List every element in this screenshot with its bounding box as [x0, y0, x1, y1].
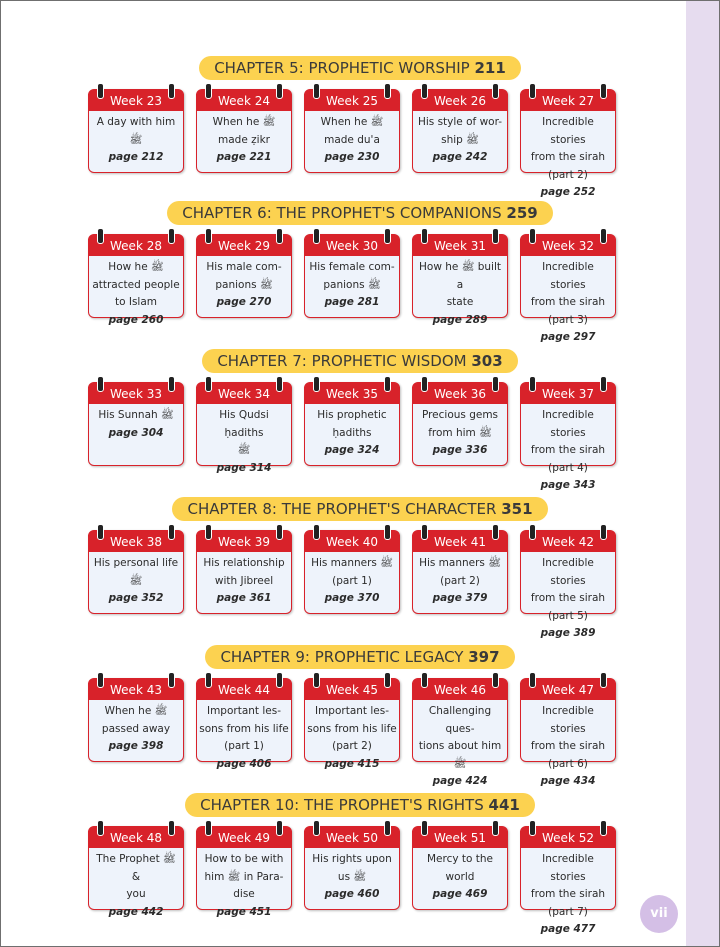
- calendar-ring-icon: [421, 228, 428, 244]
- calendar-ring-icon: [313, 820, 320, 836]
- week-card[interactable]: [520, 678, 616, 787]
- calendar-ring-icon: [421, 820, 428, 836]
- chapter-header[interactable]: [202, 349, 517, 373]
- week-topic: When he ﷺ passed away: [101, 705, 171, 735]
- week-page-ref: page 469: [432, 888, 488, 900]
- week-cards-row: [88, 234, 632, 343]
- calendar-ring-icon: [276, 672, 283, 688]
- week-page-ref: page 336: [432, 444, 488, 456]
- calendar-ring-icon: [205, 524, 212, 540]
- week-topic: His style of wor- ship ﷺ: [417, 116, 503, 146]
- chapter-header-row: [88, 645, 632, 669]
- week-page-ref: page 343: [540, 479, 596, 491]
- chapter-header-row: [88, 349, 632, 373]
- week-card[interactable]: [196, 89, 292, 173]
- chapter-section: [88, 201, 632, 349]
- week-page-ref: page 230: [324, 151, 380, 163]
- week-card[interactable]: [304, 89, 400, 173]
- calendar-ring-icon: [492, 672, 499, 688]
- week-label: Week 42: [521, 531, 615, 552]
- calendar-ring-icon: [97, 672, 104, 688]
- week-card[interactable]: [520, 89, 616, 198]
- calendar-ring-icon: [276, 83, 283, 99]
- calendar-ring-icon: [529, 524, 536, 540]
- week-topic: Incredible stories from the sirah (part 4): [530, 409, 606, 474]
- calendar-ring-icon: [529, 672, 536, 688]
- week-page-ref: page 460: [324, 888, 380, 900]
- week-label: Week 35: [305, 383, 399, 404]
- week-card[interactable]: [196, 678, 292, 770]
- week-cards-row: [88, 678, 632, 787]
- week-label: Week 26: [413, 90, 507, 111]
- week-card[interactable]: [412, 89, 508, 173]
- week-topic: His male com- panions ﷺ: [206, 261, 282, 291]
- week-page-ref: page 297: [540, 331, 596, 343]
- week-label: Week 52: [521, 827, 615, 848]
- calendar-ring-icon: [313, 524, 320, 540]
- week-topic: How he ﷺ built a state: [419, 261, 501, 308]
- week-label: Week 25: [305, 90, 399, 111]
- week-label: Week 28: [89, 235, 183, 256]
- week-topic: His personal life ﷺ: [93, 557, 179, 587]
- side-color-strip: [686, 0, 720, 947]
- calendar-ring-icon: [600, 820, 607, 836]
- calendar-ring-icon: [492, 83, 499, 99]
- calendar-ring-icon: [168, 376, 175, 392]
- week-card[interactable]: [520, 826, 616, 935]
- week-topic: Important les- sons from his life (part 1): [199, 705, 289, 752]
- chapter-title: CHAPTER 6: THE PROPHET'S COMPANIONS: [182, 204, 502, 222]
- calendar-ring-icon: [276, 820, 283, 836]
- week-card[interactable]: [88, 382, 184, 466]
- week-card[interactable]: [88, 826, 184, 918]
- week-page-ref: page 389: [540, 627, 596, 639]
- chapter-header[interactable]: [205, 645, 514, 669]
- week-topic: Incredible stories from the sirah (part 6): [530, 705, 606, 770]
- week-card[interactable]: [304, 234, 400, 318]
- calendar-ring-icon: [384, 524, 391, 540]
- week-topic: Mercy to the world: [426, 853, 494, 883]
- week-page-ref: page 212: [108, 151, 164, 163]
- calendar-ring-icon: [421, 524, 428, 540]
- week-label: Week 23: [89, 90, 183, 111]
- chapter-page-number: 351: [501, 500, 533, 518]
- calendar-ring-icon: [168, 228, 175, 244]
- week-page-ref: page 352: [108, 592, 164, 604]
- week-topic: His rights upon us ﷺ: [312, 853, 392, 883]
- week-label: Week 40: [305, 531, 399, 552]
- week-label: Week 27: [521, 90, 615, 111]
- week-card[interactable]: [88, 678, 184, 762]
- week-topic: His Sunnah ﷺ: [98, 409, 174, 421]
- week-label: Week 34: [197, 383, 291, 404]
- calendar-ring-icon: [529, 83, 536, 99]
- week-label: Week 51: [413, 827, 507, 848]
- calendar-ring-icon: [205, 228, 212, 244]
- week-label: Week 50: [305, 827, 399, 848]
- calendar-ring-icon: [276, 524, 283, 540]
- chapter-header-row: [88, 201, 632, 225]
- week-card[interactable]: [412, 826, 508, 910]
- calendar-ring-icon: [205, 672, 212, 688]
- week-page-ref: page 442: [108, 905, 164, 918]
- week-topic: How he ﷺ attracted people to Islam: [92, 261, 180, 308]
- week-card[interactable]: [88, 234, 184, 326]
- week-card[interactable]: [304, 826, 400, 910]
- week-cards-row: [88, 89, 632, 198]
- calendar-ring-icon: [492, 376, 499, 392]
- calendar-ring-icon: [600, 672, 607, 688]
- week-label: Week 30: [305, 235, 399, 256]
- week-card[interactable]: [196, 530, 292, 614]
- calendar-ring-icon: [421, 83, 428, 99]
- week-label: Week 41: [413, 531, 507, 552]
- week-card[interactable]: [196, 382, 292, 474]
- week-page-ref: page 424: [432, 775, 488, 787]
- week-page-ref: page 281: [324, 296, 380, 308]
- calendar-ring-icon: [97, 83, 104, 99]
- calendar-ring-icon: [97, 524, 104, 540]
- chapter-title: CHAPTER 7: PROPHETIC WISDOM: [217, 352, 467, 370]
- week-topic: When he ﷺ made ẓikr: [212, 116, 276, 146]
- chapter-header-row: [88, 56, 632, 80]
- week-topic: Incredible stories from the sirah (part 2): [530, 116, 606, 181]
- calendar-ring-icon: [313, 83, 320, 99]
- chapter-page-number: 259: [506, 204, 538, 222]
- week-card[interactable]: [412, 678, 508, 787]
- week-topic: His prophetic ḥadiths: [317, 409, 387, 439]
- week-topic: His manners ﷺ (part 1): [311, 557, 393, 587]
- week-topic: A day with him ﷺ: [96, 116, 176, 146]
- chapter-header-row: [88, 497, 632, 521]
- week-label: Week 47: [521, 679, 615, 700]
- week-card[interactable]: [412, 234, 508, 326]
- week-topic: His female com- panions ﷺ: [309, 261, 395, 291]
- week-topic: Incredible stories from the sirah (part 7): [530, 853, 606, 918]
- calendar-ring-icon: [529, 820, 536, 836]
- chapter-title: CHAPTER 9: PROPHETIC LEGACY: [220, 648, 464, 666]
- chapter-header[interactable]: [199, 56, 521, 80]
- week-topic: Challenging ques- tions about him ﷺ: [418, 705, 502, 770]
- week-topic: Incredible stories from the sirah (part 3): [530, 261, 606, 326]
- week-page-ref: page 324: [324, 444, 380, 456]
- week-page-ref: page 398: [108, 740, 164, 752]
- chapter-section: [88, 56, 632, 201]
- chapter-page-number: 211: [474, 59, 506, 77]
- calendar-ring-icon: [168, 524, 175, 540]
- week-card[interactable]: [196, 234, 292, 318]
- calendar-ring-icon: [421, 376, 428, 392]
- calendar-ring-icon: [492, 524, 499, 540]
- week-label: Week 24: [197, 90, 291, 111]
- calendar-ring-icon: [97, 376, 104, 392]
- week-label: Week 46: [413, 679, 507, 700]
- calendar-ring-icon: [600, 376, 607, 392]
- table-of-contents: [88, 56, 632, 941]
- week-topic: His manners ﷺ (part 2): [419, 557, 501, 587]
- page-number-badge: vii: [640, 895, 678, 933]
- week-page-ref: page 270: [216, 296, 272, 308]
- week-card[interactable]: [88, 530, 184, 614]
- week-topic: How to be with him ﷺ in Para- dise: [204, 853, 284, 900]
- week-page-ref: page 221: [216, 151, 272, 163]
- calendar-ring-icon: [421, 672, 428, 688]
- week-card[interactable]: [196, 826, 292, 918]
- week-page-ref: page 252: [540, 186, 596, 198]
- week-card[interactable]: [520, 382, 616, 491]
- week-label: Week 45: [305, 679, 399, 700]
- week-topic: His relationship with Jibreel: [203, 557, 285, 587]
- calendar-ring-icon: [168, 820, 175, 836]
- week-label: Week 43: [89, 679, 183, 700]
- week-label: Week 49: [197, 827, 291, 848]
- calendar-ring-icon: [168, 672, 175, 688]
- calendar-ring-icon: [168, 83, 175, 99]
- week-page-ref: page 242: [432, 151, 488, 163]
- week-page-ref: page 415: [324, 757, 380, 770]
- week-cards-row: [88, 826, 632, 935]
- chapter-section: [88, 645, 632, 793]
- week-page-ref: page 289: [432, 313, 488, 326]
- calendar-ring-icon: [384, 83, 391, 99]
- chapter-section: [88, 793, 632, 941]
- calendar-ring-icon: [205, 83, 212, 99]
- week-page-ref: page 260: [108, 313, 164, 326]
- chapter-header[interactable]: [185, 793, 535, 817]
- calendar-ring-icon: [529, 376, 536, 392]
- week-topic: When he ﷺ made du'a: [320, 116, 384, 146]
- calendar-ring-icon: [205, 376, 212, 392]
- week-page-ref: page 477: [540, 923, 596, 935]
- week-card[interactable]: [304, 530, 400, 614]
- week-card[interactable]: [412, 530, 508, 614]
- week-topic: His Qudsi ḥadiths ﷺ: [219, 409, 269, 456]
- calendar-ring-icon: [384, 228, 391, 244]
- week-label: Week 48: [89, 827, 183, 848]
- week-card[interactable]: [304, 678, 400, 770]
- week-page-ref: page 406: [216, 757, 272, 770]
- calendar-ring-icon: [492, 820, 499, 836]
- week-topic: Incredible stories from the sirah (part 5): [530, 557, 606, 622]
- week-card[interactable]: [520, 530, 616, 639]
- chapter-header[interactable]: [172, 497, 547, 521]
- week-page-ref: page 379: [432, 592, 488, 604]
- week-cards-row: [88, 382, 632, 491]
- calendar-ring-icon: [276, 228, 283, 244]
- chapter-title: CHAPTER 5: PROPHETIC WORSHIP: [214, 59, 470, 77]
- week-topic: Precious gems from him ﷺ: [421, 409, 499, 439]
- week-label: Week 32: [521, 235, 615, 256]
- week-label: Week 39: [197, 531, 291, 552]
- chapter-page-number: 441: [488, 796, 520, 814]
- calendar-ring-icon: [205, 820, 212, 836]
- week-label: Week 33: [89, 383, 183, 404]
- calendar-ring-icon: [313, 376, 320, 392]
- week-page-ref: page 434: [540, 775, 596, 787]
- week-page-ref: page 451: [216, 905, 272, 918]
- week-card[interactable]: [412, 382, 508, 466]
- chapter-page-number: 303: [471, 352, 503, 370]
- week-label: Week 31: [413, 235, 507, 256]
- calendar-ring-icon: [97, 228, 104, 244]
- chapter-section: [88, 497, 632, 645]
- week-card[interactable]: [88, 89, 184, 173]
- calendar-ring-icon: [384, 672, 391, 688]
- calendar-ring-icon: [384, 376, 391, 392]
- chapter-section: [88, 349, 632, 497]
- calendar-ring-icon: [529, 228, 536, 244]
- chapter-header[interactable]: [167, 201, 552, 225]
- calendar-ring-icon: [97, 820, 104, 836]
- week-cards-row: [88, 530, 632, 639]
- week-topic: Important les- sons from his life (part 2): [307, 705, 397, 752]
- chapter-page-number: 397: [468, 648, 500, 666]
- calendar-ring-icon: [600, 524, 607, 540]
- week-label: Week 38: [89, 531, 183, 552]
- calendar-ring-icon: [313, 672, 320, 688]
- week-label: Week 29: [197, 235, 291, 256]
- week-page-ref: page 304: [108, 426, 164, 439]
- week-topic: The Prophet ﷺ & you: [96, 853, 176, 900]
- chapter-header-row: [88, 793, 632, 817]
- week-card[interactable]: [520, 234, 616, 343]
- week-label: Week 37: [521, 383, 615, 404]
- calendar-ring-icon: [492, 228, 499, 244]
- week-page-ref: page 370: [324, 592, 380, 604]
- week-label: Week 36: [413, 383, 507, 404]
- chapter-title: CHAPTER 10: THE PROPHET'S RIGHTS: [200, 796, 484, 814]
- calendar-ring-icon: [600, 83, 607, 99]
- week-label: Week 44: [197, 679, 291, 700]
- calendar-ring-icon: [384, 820, 391, 836]
- chapter-title: CHAPTER 8: THE PROPHET'S CHARACTER: [187, 500, 497, 518]
- calendar-ring-icon: [313, 228, 320, 244]
- calendar-ring-icon: [276, 376, 283, 392]
- calendar-ring-icon: [600, 228, 607, 244]
- week-page-ref: page 361: [216, 592, 272, 604]
- week-card[interactable]: [304, 382, 400, 466]
- week-page-ref: page 314: [216, 461, 272, 474]
